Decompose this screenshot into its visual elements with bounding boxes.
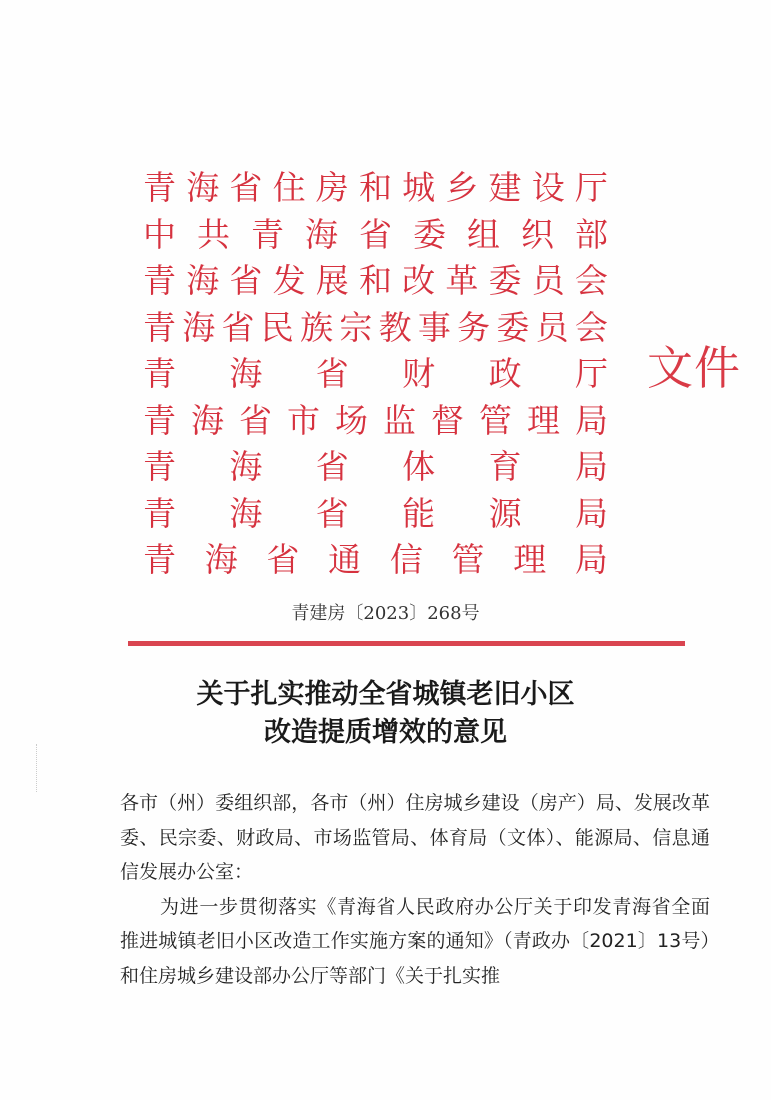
issuer-char: 共 (197, 214, 230, 254)
issuer-char: 乡 (445, 168, 479, 208)
issuer-char: 海 (229, 354, 263, 394)
issuer-char: 青 (251, 214, 284, 254)
issuer-char: 信 (389, 540, 423, 580)
issuer-char: 海 (305, 214, 338, 254)
document-title (0, 676, 771, 752)
issuer-char: 厅 (574, 168, 608, 208)
issuer-char: 厅 (574, 354, 608, 394)
issuer-char: 住 (272, 168, 306, 208)
issuer-char: 青 (143, 261, 176, 301)
issuer-char: 教 (378, 307, 412, 347)
issuer-char: 改 (402, 261, 436, 301)
issuer-char: 局 (575, 400, 608, 440)
issuer-char: 部 (575, 214, 608, 254)
issuer-char: 省 (229, 261, 263, 301)
issuer-char: 体 (402, 447, 436, 487)
issuer-char: 会 (574, 307, 608, 347)
addressees: 各市（州）委组织部，各市（州）住房城乡建设（房产）局、发展改革委、民宗委、财政局、市场监管局、体育局（文体）、能源局、信息通信发展办公室： (120, 792, 710, 883)
issuer-char: 省 (359, 214, 392, 254)
issuer-char: 海 (186, 168, 220, 208)
issuer-char: 督 (431, 400, 464, 440)
issuer-char: 场 (335, 400, 368, 440)
issuer-char: 省 (315, 493, 349, 533)
issuer-char: 房 (315, 168, 349, 208)
issuer-char: 海 (229, 447, 263, 487)
issuer-char: 海 (182, 307, 216, 347)
issuer-char: 海 (191, 400, 224, 440)
issuer-char: 族 (300, 307, 334, 347)
issuer-char: 局 (574, 447, 608, 487)
binding-margin-mark (36, 744, 39, 792)
issuer-char: 城 (402, 168, 436, 208)
issuer-char: 通 (328, 540, 362, 580)
issuer-row (143, 351, 608, 398)
issuer-char: 管 (479, 400, 512, 440)
issuer-char: 青 (143, 307, 176, 347)
issuer-char: 中 (143, 214, 176, 254)
body-paragraph: 为进一步贯彻落实《青海省人民政府办公厅关于印发青海省全面推进城镇老旧小区改造工作实施方案的通知》（青政办〔2021〕13号）和住房城乡建设部办公厅等部门《关于扎实推 (120, 895, 710, 987)
issuer-char: 革 (445, 261, 479, 301)
issuer-char: 省 (315, 447, 349, 487)
title-line-1: 关于扎实推动全省城镇老旧小区 (196, 679, 575, 710)
issuer-row (143, 398, 608, 445)
issuer-char: 委 (488, 261, 522, 301)
issuer-char: 发 (272, 261, 306, 301)
issuer-char: 织 (521, 214, 554, 254)
title-line-2: 改造提质增效的意见 (264, 717, 507, 748)
issuer-char: 海 (204, 540, 238, 580)
issuer-row (143, 258, 608, 305)
issuer-char: 青 (143, 493, 176, 533)
issuer-char: 省 (221, 307, 255, 347)
document-body (120, 786, 710, 993)
document-number: 青建房〔2023〕268号 (291, 603, 480, 624)
issuer-char: 管 (451, 540, 485, 580)
issuer-char: 民 (260, 307, 294, 347)
issuer-char: 和 (358, 261, 392, 301)
issuer-char: 理 (513, 540, 547, 580)
issuer-char: 局 (574, 493, 608, 533)
issuer-char: 育 (488, 447, 522, 487)
issuer-char: 源 (488, 493, 522, 533)
issuer-char: 海 (186, 261, 220, 301)
issuer-char: 展 (315, 261, 349, 301)
issuer-char: 委 (413, 214, 446, 254)
issuer-char: 理 (527, 400, 560, 440)
issuer-char: 青 (143, 168, 176, 208)
issuer-char: 政 (488, 354, 522, 394)
issuer-char: 务 (457, 307, 491, 347)
issuer-char: 省 (315, 354, 349, 394)
issuer-char: 青 (143, 400, 176, 440)
issuer-char: 员 (531, 261, 565, 301)
issuer-row (143, 305, 608, 352)
issuer-char: 监 (383, 400, 416, 440)
issuing-authorities (143, 165, 608, 584)
issuer-char: 市 (287, 400, 320, 440)
red-divider-rule (128, 641, 685, 646)
issuer-char: 财 (402, 354, 436, 394)
issuer-char: 事 (417, 307, 451, 347)
issuer-row (143, 165, 608, 212)
issuer-char: 宗 (339, 307, 373, 347)
issuer-char: 设 (531, 168, 565, 208)
issuer-char: 能 (402, 493, 436, 533)
issuer-char: 青 (143, 447, 176, 487)
issuer-char: 建 (488, 168, 522, 208)
issuer-char: 省 (239, 400, 272, 440)
issuer-char: 员 (535, 307, 569, 347)
issuer-row (143, 444, 608, 491)
issuer-char: 局 (574, 540, 608, 580)
issuer-row (143, 491, 608, 538)
issuer-char: 海 (229, 493, 263, 533)
issuer-row (143, 537, 608, 584)
issuer-row (143, 212, 608, 259)
document-suffix: 文件 (647, 341, 741, 395)
issuer-char: 青 (143, 354, 176, 394)
issuer-char: 省 (229, 168, 263, 208)
issuer-char: 青 (143, 540, 176, 580)
issuer-char: 会 (574, 261, 608, 301)
issuer-char: 省 (266, 540, 300, 580)
issuer-char: 委 (496, 307, 530, 347)
issuer-char: 和 (358, 168, 392, 208)
issuer-char: 组 (467, 214, 500, 254)
